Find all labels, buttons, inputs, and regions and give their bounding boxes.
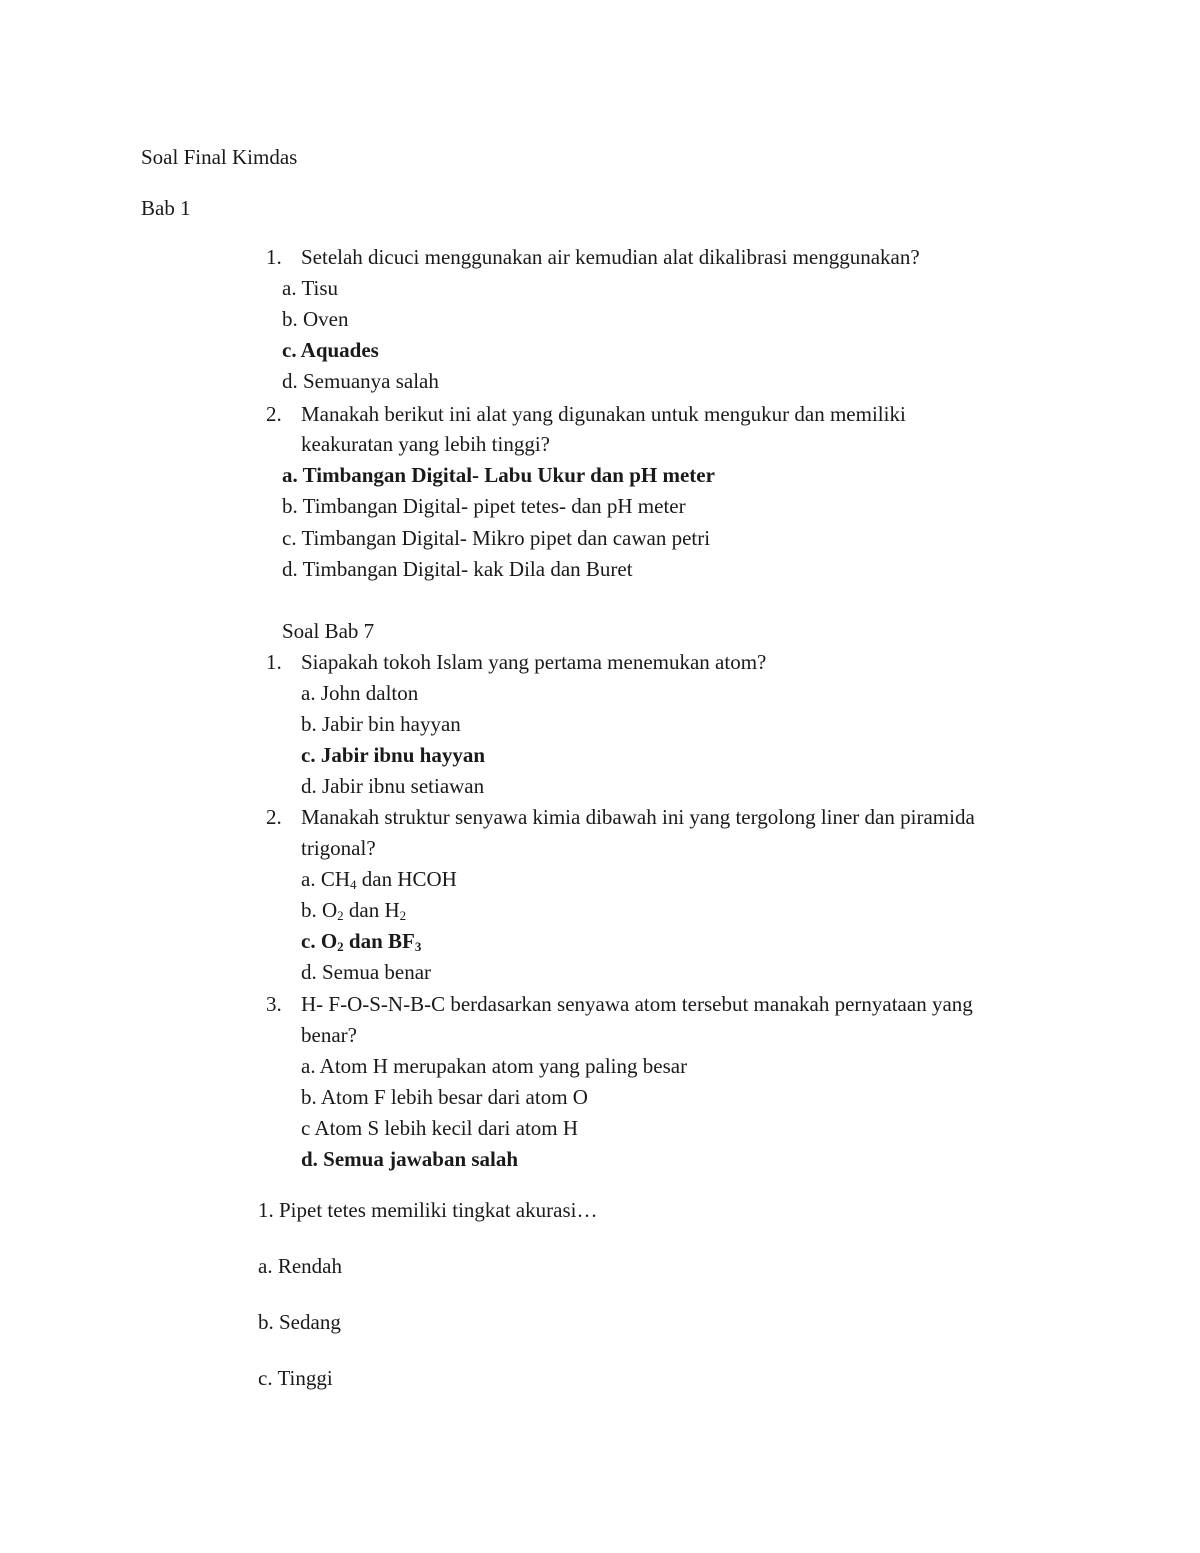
bab7-q3-text-line2: benar? [301, 1023, 357, 1047]
document-title: Soal Final Kimdas [141, 145, 298, 169]
bab1-q2-option-d: d. Timbangan Digital- kak Dila dan Buret [282, 557, 633, 581]
extra-option-b: b. Sedang [258, 1310, 341, 1334]
bab7-q2-option-c-answer: c. $O_2$ dan $BF_3$ [301, 929, 422, 954]
bab7-q1-text: Siapakah tokoh Islam yang pertama menemukan atom? [301, 650, 767, 674]
bab7-q3-text-line1: H- F-O-S-N-B-C berdasarkan senyawa atom tersebut manakah pernyataan yang [301, 992, 973, 1016]
bab7-q3-option-d-answer: d. Semua jawaban salah [301, 1147, 519, 1171]
bab7-q2-text-line1: Manakah struktur senyawa kimia dibawah ini yang tergolong liner dan piramida [301, 805, 975, 829]
bab7-q2-text-line2: trigonal? [301, 836, 376, 860]
bab7-q1-option-d: d. Jabir ibnu setiawan [301, 774, 485, 798]
extra-question: 1. Pipet tetes memiliki tingkat akurasi… [258, 1198, 598, 1222]
bab1-q1-option-d: d. Semuanya salah [282, 369, 439, 393]
bab7-q3-number: 3. [266, 992, 282, 1016]
bab7-q2-option-a: a. $CH_4$ dan HCOH [301, 867, 457, 892]
bab7-q1-option-b: b. Jabir bin hayyan [301, 712, 461, 736]
bab7-q1-option-c-answer: c. Jabir ibnu hayyan [301, 743, 486, 767]
bab7-heading: Soal Bab 7 [282, 619, 375, 643]
bab7-q3-option-c: c Atom S lebih kecil dari atom H [301, 1116, 579, 1140]
extra-option-a: a. Rendah [258, 1254, 342, 1278]
bab7-q2-option-d: d. Semua benar [301, 960, 432, 984]
bab1-q2-text-line1: Manakah berikut ini alat yang digunakan untuk mengukur dan memiliki [301, 402, 906, 426]
bab7-q3-option-b: b. Atom F lebih besar dari atom O [301, 1085, 588, 1109]
bab1-q2-number: 2. [266, 402, 282, 426]
bab7-q3-option-a: a. Atom H merupakan atom yang paling besar [301, 1054, 688, 1078]
bab7-q2-number: 2. [266, 805, 282, 829]
bab7-q1-number: 1. [266, 650, 282, 674]
bab1-q2-text-line2: keakuratan yang lebih tinggi? [301, 432, 550, 456]
bab7-q1-option-a: a. John dalton [301, 681, 419, 705]
bab1-q1-number: 1. [266, 245, 282, 269]
bab1-q2-option-a-answer: a. Timbangan Digital- Labu Ukur dan pH meter [282, 463, 715, 487]
bab1-q1-text: Setelah dicuci menggunakan air kemudian alat dikalibrasi menggunakan? [301, 245, 920, 269]
bab7-q2-option-b: b. $O_2$ dan $H_2$ [301, 898, 407, 923]
bab1-q2-option-c: c. Timbangan Digital- Mikro pipet dan cawan petri [282, 526, 711, 550]
bab1-heading: Bab 1 [141, 196, 191, 220]
bab1-q2-option-b: b. Timbangan Digital- pipet tetes- dan pH meter [282, 494, 686, 518]
bab1-q1-option-a: a. Tisu [282, 276, 339, 300]
bab1-q1-option-c-answer: c. Aquades [282, 338, 379, 362]
bab1-q1-option-b: b. Oven [282, 307, 349, 331]
extra-option-c: c. Tinggi [258, 1366, 333, 1390]
